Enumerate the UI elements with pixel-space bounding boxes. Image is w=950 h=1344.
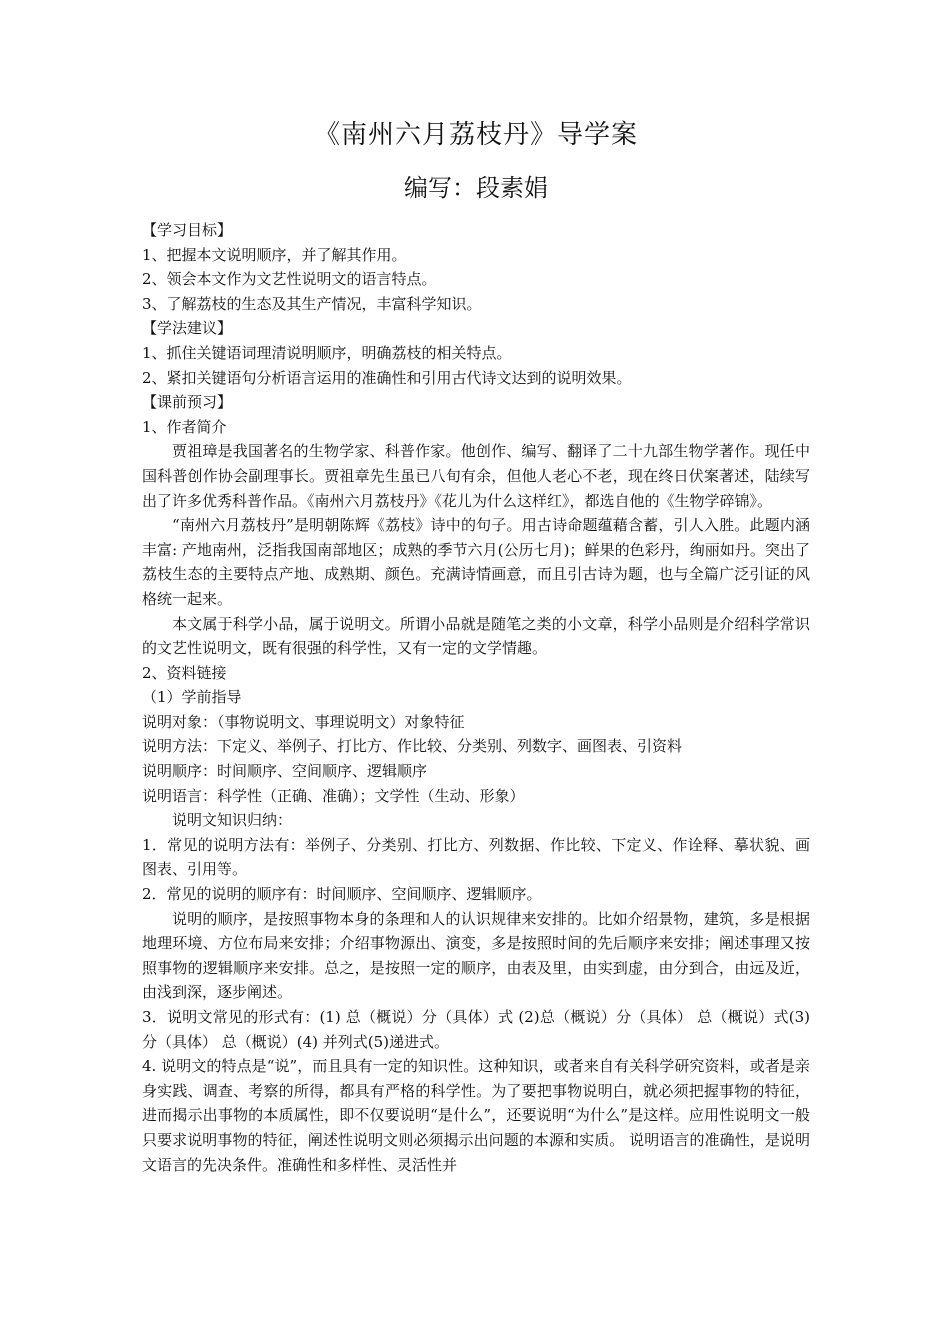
knowledge-item-1: 1．常见的说明方法有：举例子、分类别、打比方、列数据、作比较、下定义、作诠释、摹状貌、画图表、引用等。 <box>142 835 810 879</box>
section-heading-preview: 【课前预习】 <box>142 393 233 412</box>
goal-item: 2、领会本文作为文艺性说明文的语言特点。 <box>142 270 437 289</box>
title-meaning-paragraph: “南州六月荔枝丹”是明朝陈辉《荔枝》诗中的句子。用古诗命题蕴藉含蓄，引人入胜。此题内涵丰富: 产地南州，泛指我国南部地区；成熟的季节六月(公历七月)；鲜果的色彩丹，绚丽如丹。突出了荔枝生态的主要特点产地、成熟期、颜色。充满诗情画意，而且引古诗为题，也与全篇广泛引证的风格统一起来。 <box>142 516 810 608</box>
knowledge-item-4: 4. 说明文的特点是“说”，而且具有一定的知识性。这种知识，或者来自有关科学研究资料，或者是亲身实践、调查、考察的所得，都具有严格的科学性。为了要把事物说明白，就必须把握事物的特征，进而揭示出事物的本质属性，即不仅要说明“是什么”，还要说明“为什么”是这样。应用性说明文一般只要求说明事物的特征，阐述性说明文则必须揭示出问题的本源和实质。 说明语言的准确性，是说明文语言的先决条件。准确性和多样性、灵活性并 <box>142 1057 810 1174</box>
method-item: 2、紧扣关键语句分析语言运用的准确性和引用古代诗文达到的说明效果。 <box>142 368 632 387</box>
section-heading-method: 【学法建议】 <box>142 319 233 338</box>
guide-title: （1）学前指导 <box>142 688 242 707</box>
guide-line: 说明对象：（事物说明文、事理说明文）对象特征 <box>142 712 465 731</box>
section-heading-goals: 【学习目标】 <box>142 221 233 239</box>
method-item: 1、抓住关键语词理清说明顺序，明确荔枝的相关特点。 <box>142 343 512 362</box>
knowledge-item-3: 3．说明文常见的形式有：(1) 总（概说）分（具体）式 (2)总（概说）分（具体） 总（概说）式(3) 分（具体） 总（概说）(4) 并列式(5)递进式。 <box>142 1008 810 1051</box>
knowledge-item-2: 2．常见的说明的顺序有：时间顺序、空间顺序、逻辑顺序。 <box>142 885 542 904</box>
guide-line: 说明方法：下定义、举例子、打比方、作比较、分类别、列数字、画图表、引资料 <box>142 737 683 756</box>
goal-item: 3、了解荔枝的生态及其生产情况，丰富科学知识。 <box>142 294 482 313</box>
author-intro-title: 1、作者简介 <box>142 417 227 436</box>
summary-title: 说明文知识归纳： <box>172 811 293 830</box>
guide-line: 说明顺序：时间顺序、空间顺序、逻辑顺序 <box>142 762 428 781</box>
goal-item: 1、把握本文说明顺序，并了解其作用。 <box>142 245 407 264</box>
document-author: 编写：段素娟 <box>404 174 548 202</box>
document-page <box>142 118 810 1177</box>
document-title: 《南州六月荔枝丹》导学案 <box>313 120 638 150</box>
knowledge-item-2-paragraph: 说明的顺序，是按照事物本身的条理和人的认识规律来安排的。比如介绍景物，建筑，多是根据地理环境、方位布局来安排；介绍事物源出、演变，多是按照时间的先后顺序来安排；阐述事理又按照事物的逻辑顺序来安排。总之，是按照一定的顺序，由表及里，由实到虚，由分到合，由远及近，由浅到深，逐步阐述。 <box>142 909 810 1002</box>
links-title: 2、资料链接 <box>142 663 227 682</box>
genre-paragraph: 本文属于科学小品，属于说明文。所谓小品就是随笔之类的小文章，科学小品则是介绍科学常识的文艺性说明文，既有很强的科学性，又有一定的文学情趣。 <box>142 614 810 658</box>
author-intro-paragraph: 贾祖璋是我国著名的生物学家、科普作家。他创作、编写、翻译了二十九部生物学著作。现任中国科普创作协会副理事长。贾祖章先生虽已八旬有余，但他人老心不老，现在终日伏案著述，陆续写出了许多优秀科普作品。《南州六月荔枝丹》《花儿为什么这样红》，都选自他的《生物学碎锦》。 <box>142 442 810 510</box>
guide-line: 说明语言：科学性（正确、准确）；文学性（生动、形象） <box>142 786 525 805</box>
